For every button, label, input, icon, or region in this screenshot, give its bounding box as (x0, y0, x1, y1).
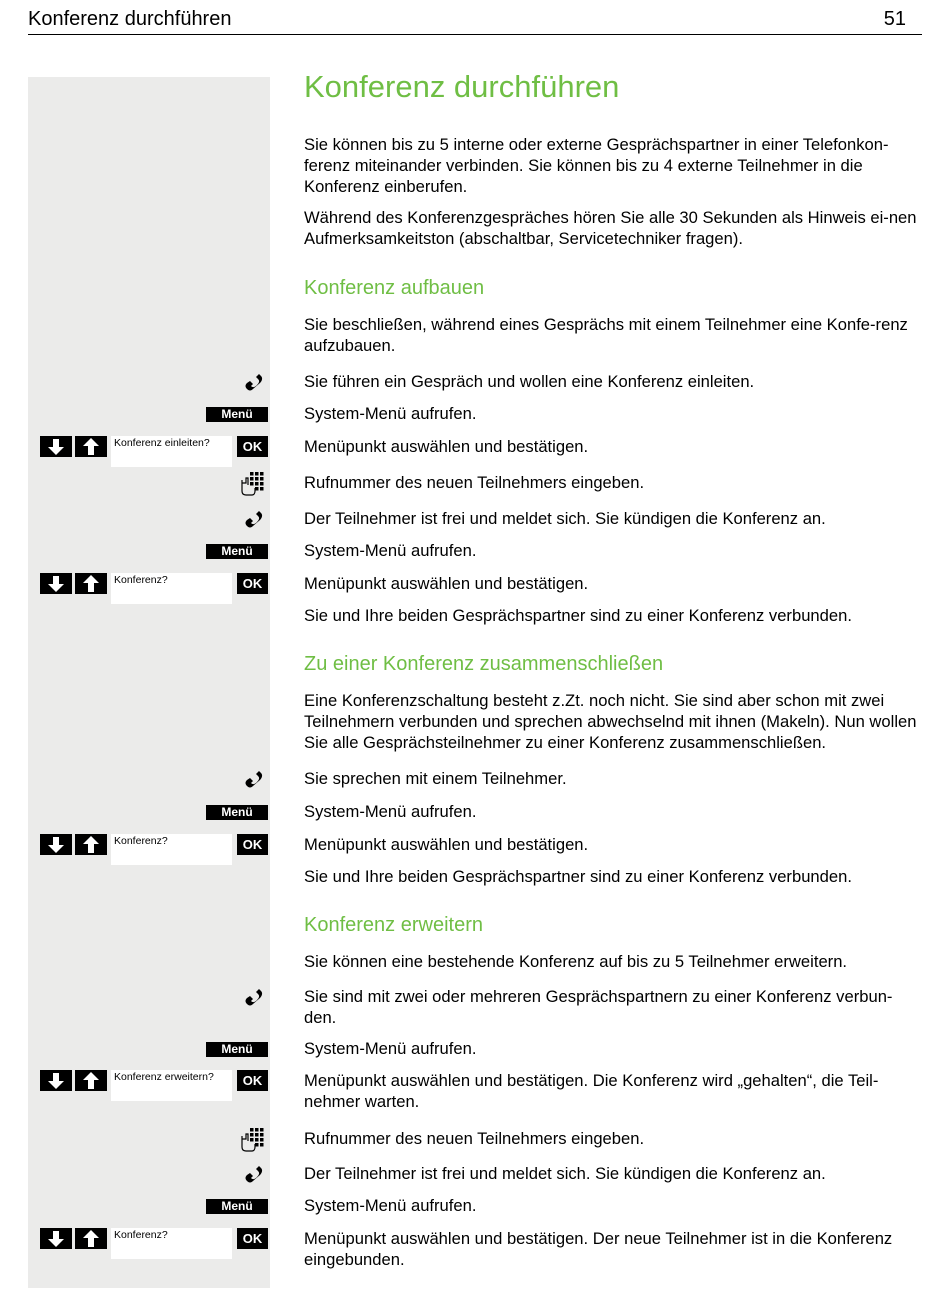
running-header-title: Konferenz durchführen (28, 8, 232, 30)
aufbauen-step-8: Sie und Ihre beiden Gesprächspartner sind zu einer Konferenz verbunden. (304, 606, 852, 625)
zusammen-step-2: System-Menü aufrufen. (304, 802, 477, 821)
menu-key[interactable]: Menü (206, 1042, 268, 1057)
aufbauen-step-7: Menüpunkt auswählen und bestätigen. (304, 574, 589, 593)
header-rule (28, 34, 922, 35)
ok-key[interactable]: OK (237, 436, 268, 457)
arrow-down-icon[interactable] (40, 1070, 72, 1091)
aufbauen-step-2: System-Menü aufrufen. (304, 404, 477, 423)
erweitern-step-7: Menüpunkt auswählen und bestätigen. Der neue Teilnehmer ist in die Konferenz eingebunden. (304, 1229, 893, 1269)
ok-key[interactable]: OK (237, 1228, 268, 1249)
arrow-up-icon[interactable] (75, 436, 107, 457)
arrow-down-icon[interactable] (40, 1228, 72, 1249)
arrow-down-icon[interactable] (40, 436, 72, 457)
display-screen: Konferenz? (111, 1228, 232, 1259)
heading-konferenz-aufbauen: Konferenz aufbauen (304, 277, 485, 299)
arrow-down-icon[interactable] (40, 834, 72, 855)
display-screen: Konferenz? (111, 834, 232, 865)
erweitern-step-5: Der Teilnehmer ist frei und meldet sich. Sie kündigen die Konferenz an. (304, 1164, 826, 1183)
intro-paragraph-1: Sie können bis zu 5 interne oder externe Gesprächspartner in einer Telefonkon-ferenz miteinander verbinden. Sie können bis zu 4 externe Teilnehmer in die Konferenz einberufen. (304, 135, 889, 196)
heading-zusammenschliessen: Zu einer Konferenz zusammenschließen (304, 653, 664, 675)
arrow-up-icon[interactable] (75, 834, 107, 855)
ok-key[interactable]: OK (237, 1070, 268, 1091)
intro-paragraph-2: Während des Konferenzgespräches hören Sie alle 30 Sekunden als Hinweis ei-nen Aufmerksamkeitston (abschaltbar, Servicetechniker fragen). (304, 208, 917, 248)
erweitern-step-2: System-Menü aufrufen. (304, 1039, 477, 1058)
zusammen-step-4: Sie und Ihre beiden Gesprächspartner sind zu einer Konferenz verbunden. (304, 867, 852, 886)
keypad-icon (240, 1127, 268, 1153)
erweitern-intro: Sie können eine bestehende Konferenz auf bis zu 5 Teilnehmer erweitern. (304, 952, 848, 971)
handset-icon (244, 985, 268, 1009)
aufbauen-step-1: Sie führen ein Gespräch und wollen eine Konferenz einleiten. (304, 372, 755, 391)
menu-key[interactable]: Menü (206, 544, 268, 559)
page-number: 51 (883, 8, 906, 30)
zusammen-intro: Eine Konferenzschaltung besteht z.Zt. noch nicht. Sie sind aber schon mit zwei Teilnehmern verbunden und sprechen abwechselnd mit ihnen (Makeln). Nun wollen Sie alle Gesprächsteilnehmer zu einer Konferenz zusammenschließen. (304, 691, 917, 752)
menu-key[interactable]: Menü (206, 1199, 268, 1214)
arrow-up-icon[interactable] (75, 1070, 107, 1091)
erweitern-step-6: System-Menü aufrufen. (304, 1196, 477, 1215)
arrow-down-icon[interactable] (40, 573, 72, 594)
keypad-icon (240, 471, 268, 497)
aufbauen-step-3: Menüpunkt auswählen und bestätigen. (304, 437, 589, 456)
sidebar-panel (28, 77, 270, 1288)
erweitern-step-1: Sie sind mit zwei oder mehreren Gesprächspartnern zu einer Konferenz verbun-den. (304, 987, 893, 1027)
aufbauen-step-4: Rufnummer des neuen Teilnehmers eingeben. (304, 473, 645, 492)
handset-icon (244, 370, 268, 394)
ok-key[interactable]: OK (237, 573, 268, 594)
menu-key[interactable]: Menü (206, 805, 268, 820)
zusammen-step-3: Menüpunkt auswählen und bestätigen. (304, 835, 589, 854)
arrow-up-icon[interactable] (75, 573, 107, 594)
heading-konferenz-erweitern: Konferenz erweitern (304, 914, 483, 936)
aufbauen-step-5: Der Teilnehmer ist frei und meldet sich. Sie kündigen die Konferenz an. (304, 509, 826, 528)
display-screen: Konferenz erweitern? (111, 1070, 232, 1101)
handset-icon (244, 507, 268, 531)
zusammen-step-1: Sie sprechen mit einem Teilnehmer. (304, 769, 567, 788)
display-screen: Konferenz? (111, 573, 232, 604)
ok-key[interactable]: OK (237, 834, 268, 855)
page-title: Konferenz durchführen (304, 69, 620, 104)
aufbauen-step-6: System-Menü aufrufen. (304, 541, 477, 560)
handset-icon (244, 1162, 268, 1186)
erweitern-step-3: Menüpunkt auswählen und bestätigen. Die Konferenz wird „gehalten“, die Teil-nehmer warten. (304, 1071, 879, 1111)
erweitern-step-4: Rufnummer des neuen Teilnehmers eingeben. (304, 1129, 645, 1148)
display-screen: Konferenz einleiten? (111, 436, 232, 467)
handset-icon (244, 767, 268, 791)
menu-key[interactable]: Menü (206, 407, 268, 422)
aufbauen-intro: Sie beschließen, während eines Gesprächs mit einem Teilnehmer eine Konfe-renz aufzubauen. (304, 315, 908, 355)
arrow-up-icon[interactable] (75, 1228, 107, 1249)
